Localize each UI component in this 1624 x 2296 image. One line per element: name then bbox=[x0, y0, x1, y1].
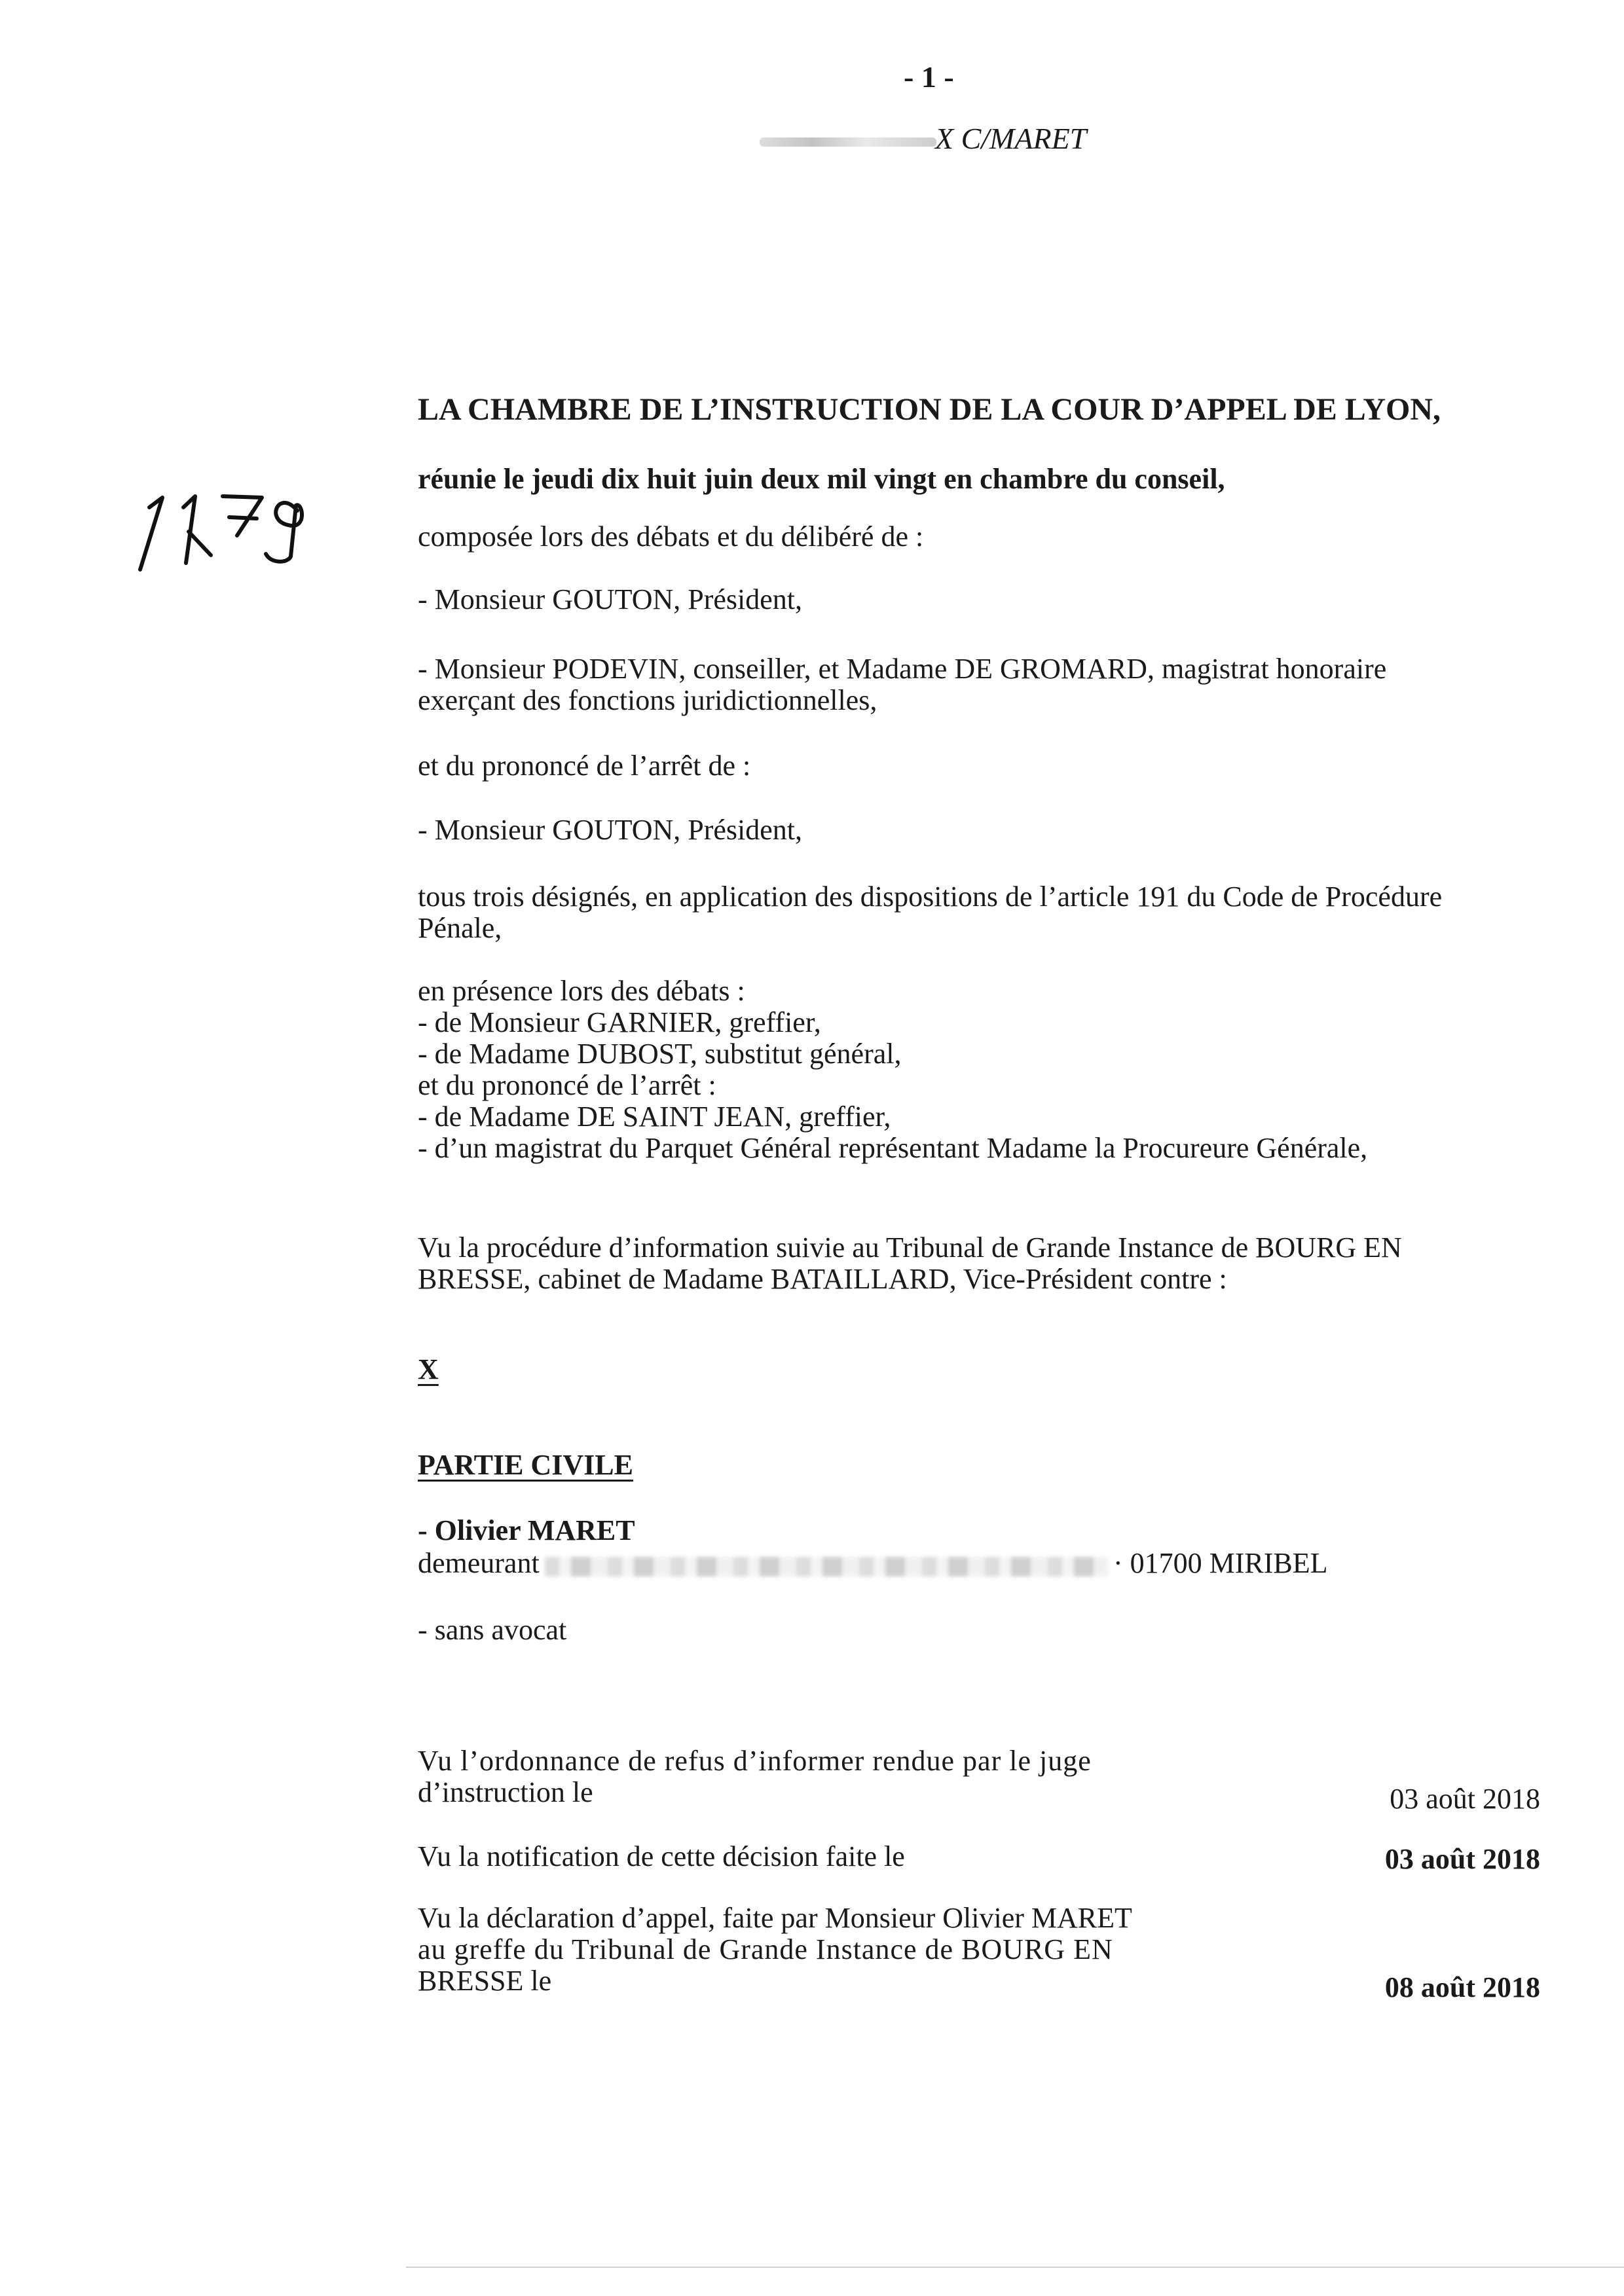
redacted-name bbox=[760, 137, 936, 147]
ordonnance-line-2: d’instruction le bbox=[418, 1776, 593, 1808]
civil-party-name: - Olivier MARET bbox=[418, 1514, 635, 1546]
handwritten-number bbox=[131, 471, 341, 583]
ordonnance-line-1: Vu l’ordonnance de refus d’informer rendue par le juge bbox=[418, 1745, 1092, 1777]
notification-line: Vu la notification de cette décision faite le bbox=[418, 1840, 905, 1872]
case-reference: X C/MARET bbox=[935, 122, 1087, 155]
presence-pronounce: et du prononcé de l’arrêt : bbox=[418, 1069, 716, 1101]
civil-party-heading: PARTIE CIVILE bbox=[418, 1449, 633, 1481]
procedure-line-2: BRESSE, cabinet de Madame BATAILLARD, Vice-Président contre : bbox=[418, 1263, 1227, 1295]
civil-party-address-prefix: demeurant bbox=[418, 1547, 540, 1579]
presence-clerk-2: - de Madame DE SAINT JEAN, greffier, bbox=[418, 1101, 891, 1133]
composition-intro: composée lors des débats et du délibéré de : bbox=[418, 520, 924, 553]
pronounce-president: - Monsieur GOUTON, Président, bbox=[418, 814, 803, 846]
appeal-line-2: au greffe du Tribunal de Grande Instance de BOURG EN bbox=[418, 1933, 1113, 1965]
session-line: réunie le jeudi dix huit juin deux mil vingt en chambre du conseil, bbox=[418, 463, 1225, 495]
president-line: - Monsieur GOUTON, Président, bbox=[418, 583, 803, 615]
bottom-rule bbox=[406, 2267, 1624, 2268]
redacted-address bbox=[545, 1557, 1108, 1576]
court-title: LA CHAMBRE DE L’INSTRUCTION DE LA COUR D’APPEL DE LYON, bbox=[418, 392, 1441, 427]
pronounce-intro: et du prononcé de l’arrêt de : bbox=[418, 750, 751, 782]
presence-clerk: - de Monsieur GARNIER, greffier, bbox=[418, 1006, 821, 1038]
designation-line-1: tous trois désignés, en application des dispositions de l’article 191 du Code de Procédure bbox=[418, 881, 1443, 913]
page-number: - 1 - bbox=[904, 60, 954, 94]
appeal-line-3: BRESSE le bbox=[418, 1965, 552, 1997]
appeal-date: 08 août 2018 bbox=[1384, 1971, 1540, 2003]
defendant-x: X bbox=[418, 1353, 439, 1385]
presence-prosecutor: - de Madame DUBOST, substitut général, bbox=[418, 1038, 902, 1070]
notification-date: 03 août 2018 bbox=[1384, 1843, 1540, 1875]
designation-line-2: Pénale, bbox=[418, 912, 502, 944]
appeal-line-1: Vu la déclaration d’appel, faite par Monsieur Olivier MARET bbox=[418, 1902, 1132, 1934]
civil-party-city: · 01700 MIRIBEL bbox=[1113, 1547, 1328, 1579]
civil-party-lawyer: - sans avocat bbox=[418, 1614, 567, 1646]
ordonnance-date: 03 août 2018 bbox=[1390, 1783, 1540, 1815]
members-line-1: - Monsieur PODEVIN, conseiller, et Madame DE GROMARD, magistrat honoraire bbox=[418, 653, 1387, 685]
presence-magistrate: - d’un magistrat du Parquet Général représentant Madame la Procureure Générale, bbox=[418, 1132, 1368, 1164]
members-line-2: exerçant des fonctions juridictionnelles, bbox=[418, 684, 877, 716]
presence-intro: en présence lors des débats : bbox=[418, 975, 745, 1007]
procedure-line-1: Vu la procédure d’information suivie au Tribunal de Grande Instance de BOURG EN bbox=[418, 1231, 1402, 1264]
